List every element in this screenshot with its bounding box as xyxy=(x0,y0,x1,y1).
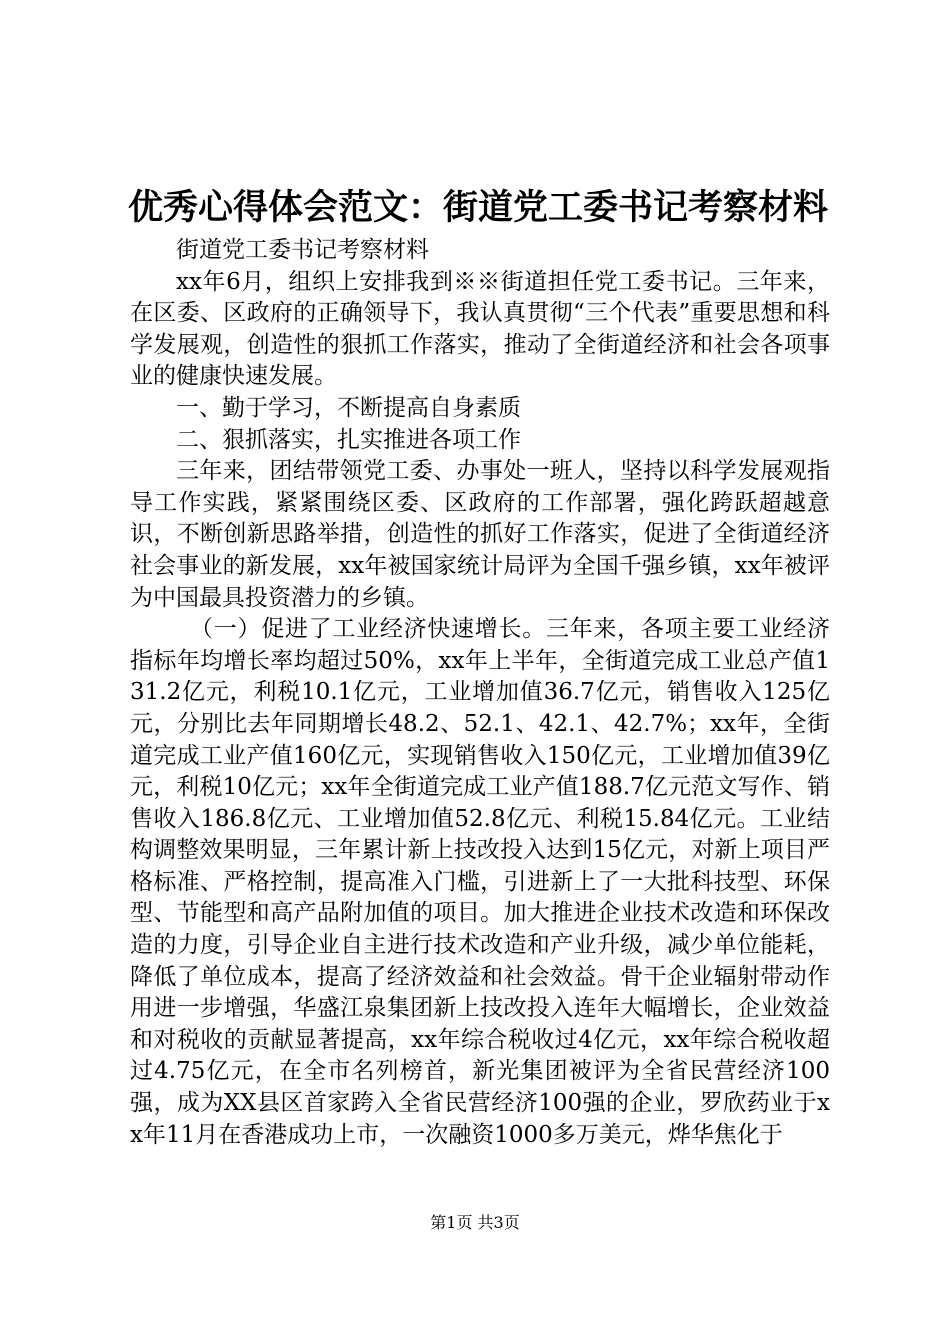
document-body xyxy=(130,235,830,1151)
paragraph-industry: （一）促进了工业经济快速增长。三年来，各项主要工业经济指标年均增长率均超过50%，xx年上半年，全街道完成工业总产值131.2亿元，利税10.1亿元，工业增加值36.7亿元，销售收入125亿元，分别比去年同期增长48.2、52.1、42.1、42.7%；xx年，全街道完成工业产值160亿元，实现销售收入150亿元，工业增加值39亿元，利税10亿元；xx年全街道完成工业产值188.7亿元范文写作、销售收入186.8亿元、工业增加值52.8亿元、利税15.84亿元。工业结构调整效果明显，三年累计新上技改投入达到15亿元，对新上项目严格标准、严格控制，提高准入门槛，引进新上了一大批科技型、环保型、节能型和高产品附加值的项目。加大推进企业技术改造和环保改造的力度，引导企业自主进行技术改造和产业升级，减少单位能耗，降低了单位成本，提高了经济效益和社会效益。骨干企业辐射带动作用进一步增强，华盛江泉集团新上技改投入连年大幅增长，企业效益和对税收的贡献显著提高，xx年综合税收过4亿元，xx年综合税收超过4.75亿元，在全市名列榜首，新光集团被评为全省民营经济100强，成为XX县区首家跨入全省民营经济100强的企业，罗欣药业于xx年11月在香港成功上市，一次融资1000多万美元，烨华焦化于 xyxy=(130,616,830,1148)
paragraph-achievements: 三年来，团结带领党工委、办事处一班人，坚持以科学发展观指导工作实践，紧紧围绕区委、区政府的工作部署，强化跨跃超越意识，不断创新思路举措，创造性的抓好工作落实，促进了全街道经济社会事业的新发展，xx年被国家统计局评为全国千强乡镇，xx年被评为中国最具投资潜力的乡镇。 xyxy=(130,458,830,611)
document-title: 优秀心得体会范文：街道党工委书记考察材料 xyxy=(128,187,829,228)
paragraph-subtitle: 街道党工委书记考察材料 xyxy=(176,237,429,263)
section-heading-2: 二、狠抓落实，扎实推进各项工作 xyxy=(176,426,521,453)
page-number: 第1页 共3页 xyxy=(430,1213,520,1232)
section-heading-1: 一、勤于学习，不断提高自身素质 xyxy=(176,394,521,421)
paragraph-intro: xx年6月，组织上安排我到※※街道担任党工委书记。三年来，在区委、区政府的正确领导下，我认真贯彻“三个代表”重要思想和科学发展观，创造性的狠抓工作落实，推动了全街道经济和社会各项事业的健康快速发展。 xyxy=(130,268,830,390)
